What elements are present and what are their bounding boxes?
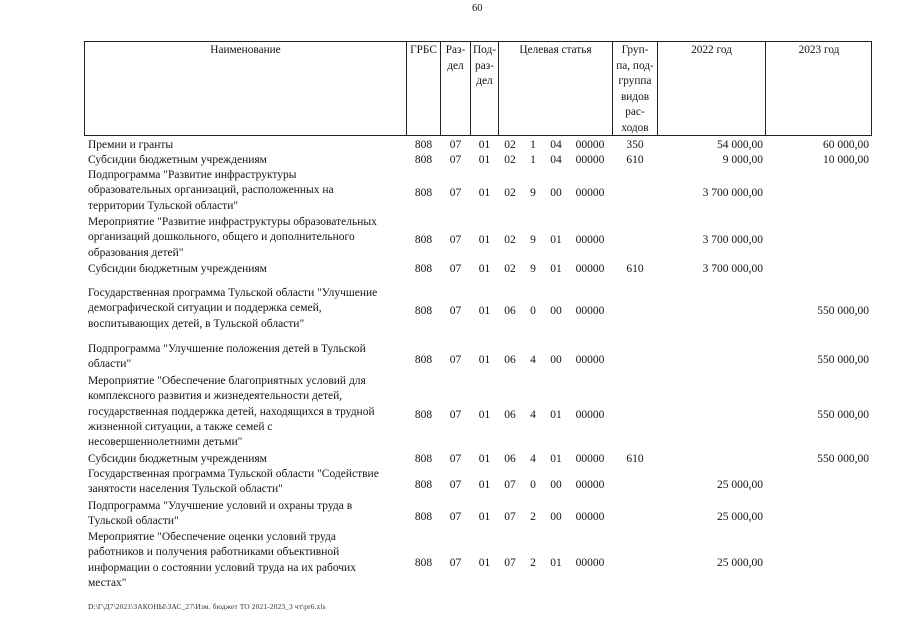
row-name-line: Мероприятие "Обеспечение благоприятных условий для [88, 375, 366, 387]
cell-rz: 07 [449, 409, 462, 421]
cell-grbs: 808 [414, 139, 433, 151]
row-name-line: Подпрограмма "Улучшение положения детей в Тульской [88, 343, 366, 355]
header-2022: 2022 год [691, 44, 732, 56]
cell-cs3: 00 [550, 187, 562, 199]
cell-cs2: 4 [530, 409, 536, 421]
cell-vr: 350 [626, 139, 644, 151]
row-name-line: информации о состоянии условий труда на их рабочих [88, 561, 356, 574]
row-name-line: образовательных организаций, расположенных на [88, 184, 334, 197]
cell-pr: 01 [478, 354, 491, 366]
cell-cs1: 06 [504, 409, 516, 421]
header-name: Наименование [210, 44, 281, 56]
row-name [88, 374, 408, 450]
header-group-line: видов [620, 90, 650, 103]
cell-cs2: 4 [530, 354, 536, 366]
cell-rz: 07 [449, 263, 462, 275]
table-row [0, 215, 905, 261]
row-name [88, 215, 408, 261]
cell-cs1: 02 [504, 154, 516, 166]
cell-pr: 01 [478, 409, 491, 421]
cell-cs2: 9 [530, 263, 536, 275]
row-name-line: Государственная программа Тульской области "Улучшение [88, 287, 378, 299]
cell-cs3: 00 [550, 479, 562, 491]
cell-cs1: 02 [504, 234, 516, 246]
row-name-line: воспитывающих детей, в Тульской области" [88, 317, 305, 330]
row-name-line: Тульской области" [88, 515, 179, 528]
cell-grbs: 808 [414, 511, 433, 523]
file-path-footer: D:\Г\Д7\2021\ЗАКОНЫ\ЗАС_27\Изм. бюджет ТО 2021-2023_3 чт\pr6.xls [88, 602, 326, 611]
cell-cs2: 0 [530, 479, 536, 491]
table-row [0, 530, 905, 591]
cell-v2023: 550 000,00 [817, 453, 869, 465]
cell-cs4: 00000 [575, 453, 605, 465]
cell-cs1: 02 [504, 139, 516, 151]
cell-cs3: 00 [550, 511, 562, 523]
cell-vr: 610 [626, 453, 644, 465]
table-row [0, 467, 905, 498]
cell-grbs: 808 [414, 234, 433, 246]
row-name [88, 499, 408, 530]
cell-v2023: 550 000,00 [817, 354, 869, 366]
row-name-line: Подпрограмма "Улучшение условий и охраны труда в [88, 500, 353, 512]
cell-rz: 07 [449, 511, 462, 523]
row-name-line: области" [88, 358, 132, 371]
row-name [88, 342, 408, 373]
cell-pr: 01 [478, 154, 491, 166]
row-name-line: Мероприятие "Развитие инфраструктуры образовательных [88, 216, 377, 228]
cell-v2022: 25 000,00 [717, 479, 763, 491]
row-name-line: занятости населения Тульской области" [88, 483, 283, 496]
cell-grbs: 808 [414, 305, 433, 317]
table-row [0, 374, 905, 451]
table-row [0, 452, 905, 467]
cell-grbs: 808 [414, 154, 433, 166]
cell-v2023: 10 000,00 [823, 154, 869, 166]
cell-cs3: 01 [550, 557, 562, 569]
cell-pr: 01 [478, 234, 491, 246]
cell-pr: 01 [478, 479, 491, 491]
cell-grbs: 808 [414, 479, 433, 491]
row-name-line: территории Тульской области" [88, 199, 239, 212]
cell-pr: 01 [478, 453, 491, 465]
header-group [613, 43, 657, 136]
cell-cs2: 0 [530, 305, 536, 317]
cell-v2023: 60 000,00 [823, 139, 869, 151]
row-name [88, 286, 408, 332]
table-row [0, 342, 905, 373]
row-name-line: Субсидии бюджетным учреждениям [88, 453, 267, 465]
cell-cs3: 01 [550, 409, 562, 421]
row-name-line: демографической ситуации и поддержка семей, [88, 302, 322, 315]
header-razdel [441, 43, 470, 74]
cell-v2022: 3 700 000,00 [702, 187, 763, 199]
cell-cs4: 00000 [575, 305, 605, 317]
row-name-line: Премии и гранты [88, 139, 174, 151]
header-group-line: рас- [625, 106, 645, 118]
cell-cs4: 00000 [575, 511, 605, 523]
table-row [0, 262, 905, 277]
cell-rz: 07 [449, 139, 462, 151]
cell-v2022: 9 000,00 [722, 154, 763, 166]
cell-cs4: 00000 [575, 187, 605, 199]
cell-rz: 07 [449, 234, 462, 246]
cell-cs2: 2 [530, 557, 536, 569]
table-row [0, 286, 905, 332]
cell-cs3: 00 [550, 354, 562, 366]
cell-cs3: 04 [550, 139, 562, 151]
header-grbs: ГРБС [410, 44, 437, 56]
row-name-line: жизненной ситуации, а также семей с [88, 420, 273, 433]
cell-rz: 07 [449, 354, 462, 366]
row-name-line: Государственная программа Тульской области "Содействие [88, 468, 379, 480]
cell-grbs: 808 [414, 557, 433, 569]
cell-cs1: 06 [504, 453, 516, 465]
cell-cs1: 07 [504, 479, 516, 491]
row-name-line: Мероприятие "Обеспечение оценки условий труда [88, 531, 337, 543]
cell-cs2: 1 [530, 139, 536, 151]
cell-cs2: 9 [530, 234, 536, 246]
header-group-line: Груп- [621, 44, 649, 56]
cell-rz: 07 [449, 557, 462, 569]
row-name-line: Субсидии бюджетным учреждениям [88, 154, 267, 166]
cell-cs4: 00000 [575, 354, 605, 366]
cell-pr: 01 [478, 263, 491, 275]
cell-rz: 07 [449, 154, 462, 166]
header-podrazdel-line: Под- [473, 44, 496, 56]
row-name-line: работников и получения работниками объективной [88, 546, 340, 559]
cell-cs4: 00000 [575, 479, 605, 491]
cell-cs1: 06 [504, 305, 516, 317]
cell-rz: 07 [449, 453, 462, 465]
row-name-line: местах" [88, 576, 127, 589]
cell-grbs: 808 [414, 187, 433, 199]
page-number: 60 [472, 3, 483, 14]
cell-cs4: 00000 [575, 557, 605, 569]
cell-cs2: 1 [530, 154, 536, 166]
row-name-line: организаций дошкольного, общего и дополнительного [88, 231, 355, 244]
header-group-line: группа [618, 75, 652, 87]
cell-cs1: 02 [504, 187, 516, 199]
cell-cs2: 4 [530, 453, 536, 465]
header-group-line: па, под- [616, 59, 654, 72]
cell-grbs: 808 [414, 263, 433, 275]
cell-v2022: 25 000,00 [717, 557, 763, 569]
row-name-line: Субсидии бюджетным учреждениям [88, 263, 267, 275]
row-name [88, 262, 408, 277]
cell-cs3: 01 [550, 263, 562, 275]
row-name [88, 138, 408, 153]
cell-grbs: 808 [414, 354, 433, 366]
header-razdel-line: дел [447, 59, 464, 72]
cell-cs3: 01 [550, 453, 562, 465]
cell-v2022: 3 700 000,00 [702, 234, 763, 246]
row-name-line: комплексного развития и жизнедеятельности детей, [88, 390, 343, 403]
cell-pr: 01 [478, 139, 491, 151]
header-podrazdel-line: дел [476, 75, 493, 87]
cell-v2022: 54 000,00 [717, 139, 763, 151]
cell-grbs: 808 [414, 453, 433, 465]
cell-cs1: 02 [504, 263, 516, 275]
row-name [88, 530, 408, 591]
header-razdel-line: Раз- [445, 44, 466, 56]
cell-rz: 07 [449, 479, 462, 491]
cell-cs4: 00000 [575, 409, 605, 421]
cell-cs4: 00000 [575, 139, 605, 151]
row-name-line: Подпрограмма "Развитие инфраструктуры [88, 169, 297, 181]
header-podrazdel-line: раз- [475, 59, 494, 72]
cell-cs1: 07 [504, 557, 516, 569]
cell-v2023: 550 000,00 [817, 409, 869, 421]
cell-cs3: 04 [550, 154, 562, 166]
header-target: Целевая статья [519, 44, 592, 56]
row-name-line: образования детей" [88, 246, 184, 259]
cell-cs2: 2 [530, 511, 536, 523]
cell-vr: 610 [626, 263, 644, 275]
row-name [88, 467, 408, 498]
table-row [0, 138, 905, 153]
cell-pr: 01 [478, 557, 491, 569]
header-group-line: ходов [621, 121, 649, 134]
table-row [0, 168, 905, 214]
cell-grbs: 808 [414, 409, 433, 421]
cell-pr: 01 [478, 511, 491, 523]
cell-cs3: 01 [550, 234, 562, 246]
cell-pr: 01 [478, 305, 491, 317]
cell-rz: 07 [449, 305, 462, 317]
cell-rz: 07 [449, 187, 462, 199]
cell-v2022: 25 000,00 [717, 511, 763, 523]
cell-vr: 610 [626, 154, 644, 166]
cell-pr: 01 [478, 187, 491, 199]
cell-cs1: 07 [504, 511, 516, 523]
header-podrazdel [471, 43, 498, 90]
cell-cs4: 00000 [575, 154, 605, 166]
row-name [88, 168, 408, 214]
table-row [0, 153, 905, 168]
table-row [0, 499, 905, 530]
cell-cs4: 00000 [575, 234, 605, 246]
row-name [88, 153, 408, 168]
cell-cs3: 00 [550, 305, 562, 317]
cell-cs1: 06 [504, 354, 516, 366]
row-name [88, 452, 408, 467]
cell-v2022: 3 700 000,00 [702, 263, 763, 275]
row-name-line: государственная поддержка детей, находящихся в трудной [88, 405, 375, 418]
cell-cs4: 00000 [575, 263, 605, 275]
row-name-line: несовершеннолетними детьми" [88, 436, 243, 449]
cell-cs2: 9 [530, 187, 536, 199]
header-2023: 2023 год [798, 44, 840, 56]
cell-v2023: 550 000,00 [817, 305, 869, 317]
